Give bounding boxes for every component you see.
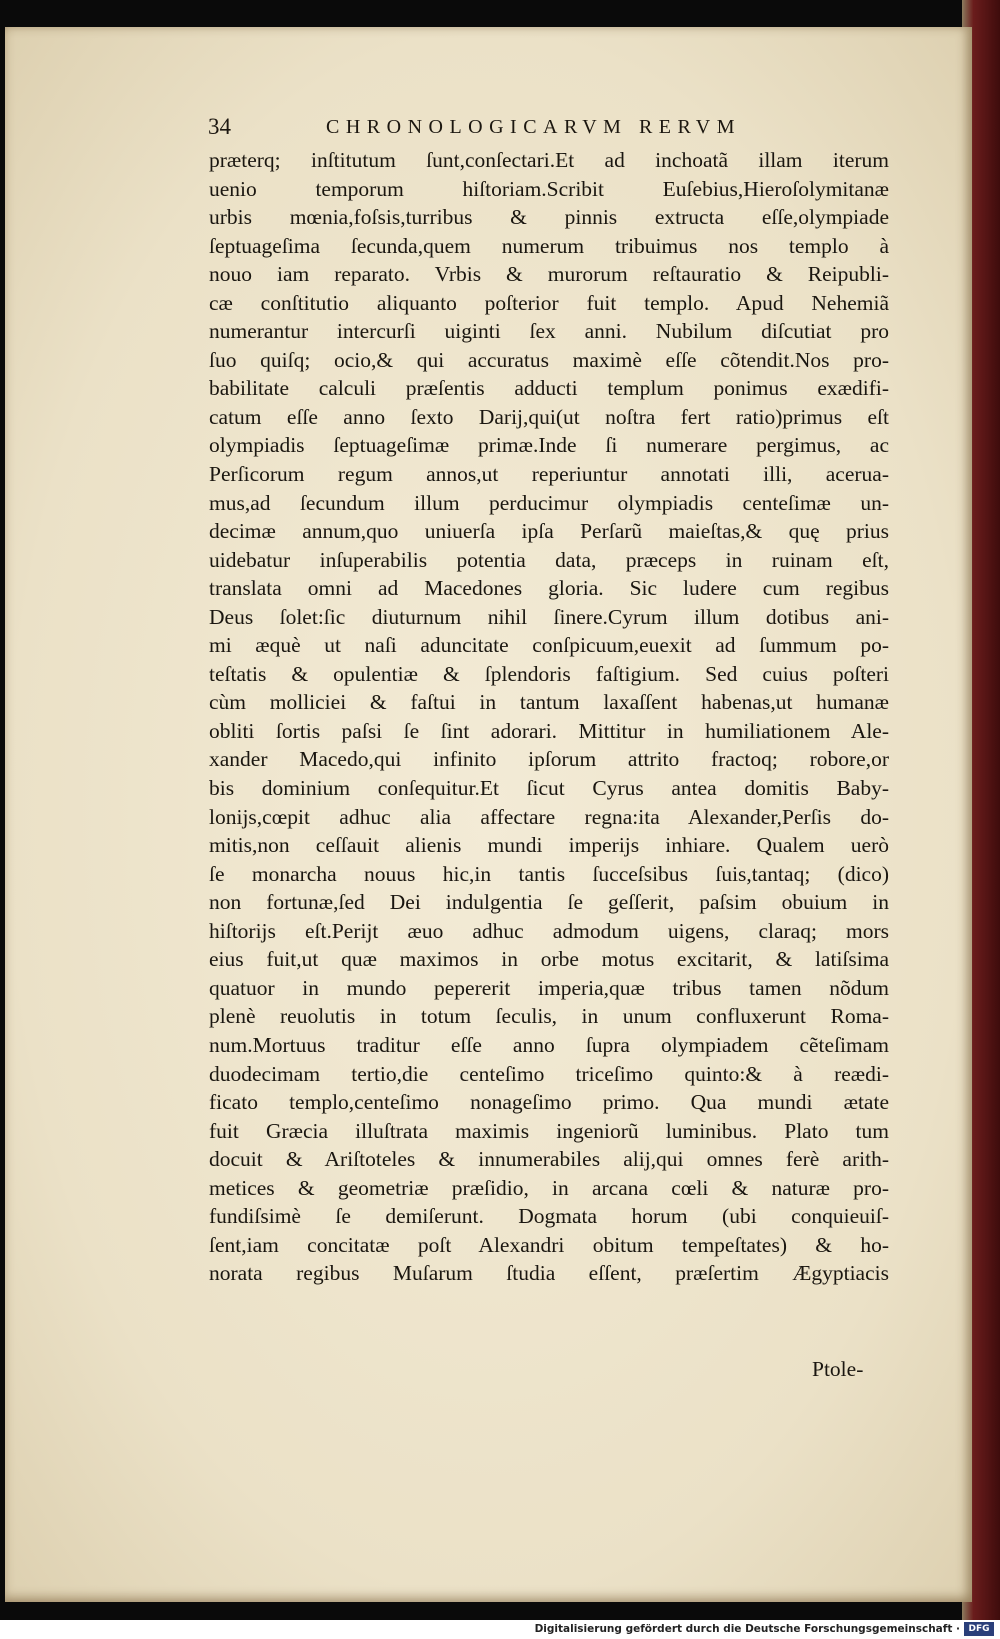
text-line: numerantur intercurſi uiginti ſex anni. Nubilum diſcutiat pro xyxy=(209,319,889,344)
text-line: fundiſsimè ſe demiſerunt. Dogmata horum (ubi conquieuiſ- xyxy=(209,1204,889,1229)
text-line: fuit Græcia illuſtrata maximis ingeniorũ luminibus. Plato tum xyxy=(209,1118,889,1143)
text-line: ficato templo,centeſimo nonageſimo primo. Qua mundi ætate xyxy=(209,1090,889,1115)
body-text xyxy=(209,146,889,1288)
text-line: uidebatur inſuperabilis potentia data, præceps in ruinam eſt, xyxy=(209,547,889,572)
text-line: xander Macedo,qui infinito ipſorum attrito fractoq; robore,or xyxy=(209,747,889,772)
text-line: mus,ad ſecundum illum perducimur olympiadis centeſimæ un- xyxy=(209,490,889,515)
text-line: translata omni ad Macedones gloria. Sic ludere cum regibus xyxy=(209,576,889,601)
text-line: ſent,iam concitatæ poſt Alexandri obitum tempeſtates) & ho- xyxy=(209,1232,889,1257)
text-line: decimæ annum,quo uniuerſa ipſa Perſarũ maieſtas,& quę prius xyxy=(209,519,889,544)
text-line: ſuo quiſq; ocio,& qui accuratus maximè eſſe cõtendit.Nos pro- xyxy=(209,347,889,372)
text-line: nouo iam reparato. Vrbis & murorum reſtauratio & Reipubli- xyxy=(209,262,889,287)
text-line: cùm molliciei & faſtui in tantum laxaſſent habenas,ut humanæ xyxy=(209,690,889,715)
text-line: obliti ſortis paſsi ſe ſint adorari. Mittitur in humiliationem Ale- xyxy=(209,718,889,743)
text-line: urbis mœnia,foſsis,turribus & pinnis extructa eſſe,olympiade xyxy=(209,205,889,230)
page-number: 34 xyxy=(208,114,231,139)
footer-bar xyxy=(0,1620,1000,1639)
text-line: bis dominium conſequitur.Et ſicut Cyrus antea domitis Baby- xyxy=(209,776,889,801)
text-line: eius fuit,ut quæ maximos in orbe motus excitarit, & latiſsima xyxy=(209,947,889,972)
page-header xyxy=(208,112,888,142)
running-title: CHRONOLOGICARVM RERVM xyxy=(326,116,741,138)
text-line: mi æquè ut naſi aduncitate conſpicuum,euexit ad ſummum po- xyxy=(209,633,889,658)
footer-credit: Digitalisierung gefördert durch die Deutsche Forschungsgemeinschaft · xyxy=(534,1623,960,1635)
text-line: norata regibus Muſarum ſtudia eſſent, præſertim Ægyptiacis xyxy=(209,1261,889,1286)
text-line: babilitate calculi præſentis adducti templum ponimus exædifi- xyxy=(209,376,889,401)
text-line: præterq; inſtitutum ſunt,conſectari.Et ad inchoatã illam iterum xyxy=(209,148,889,172)
text-line: num.Mortuus traditur eſſe anno ſupra olympiadem cẽteſimam xyxy=(209,1032,889,1057)
text-line: teſtatis & opulentiæ & ſplendoris faſtigium. Sed cuius poſteri xyxy=(209,661,889,686)
text-line: ſe monarcha nouus hic,in tantis ſucceſsibus ſuis,tantaq; (dico) xyxy=(209,861,889,886)
text-line: ſeptuageſima ſecunda,quem numerum tribuimus nos templo à xyxy=(209,233,889,258)
text-line: Perſicorum regum annos,ut reperiuntur annotati illi, acerua- xyxy=(209,462,889,487)
text-line: lonijs,cœpit adhuc alia affectare regna:ita Alexander,Perſis do- xyxy=(209,804,889,829)
text-line: Deus ſolet:ſic diuturnum nihil ſinere.Cyrum illum dotibus ani- xyxy=(209,604,889,629)
text-line: mitis,non ceſſauit alienis mundi imperijs inhiare. Qualem uerò xyxy=(209,833,889,858)
dfg-logo: DFG xyxy=(964,1622,994,1636)
text-line: quatuor in mundo pepererit imperia,quæ tribus tamen nõdum xyxy=(209,975,889,1000)
text-line: hiſtorijs eſt.Perijt æuo adhuc admodum uigens, claraq; mors xyxy=(209,918,889,943)
text-line: cæ conſtitutio aliquanto poſterior fuit templo. Apud Nehemiã xyxy=(209,290,889,315)
catchword: Ptole- xyxy=(812,1357,864,1381)
text-line: uenio temporum hiſtoriam.Scribit Euſebius,Hieroſolymitanæ xyxy=(209,176,889,201)
text-line: non fortunæ,ſed Dei indulgentia ſe geſſerit, paſsim obuium in xyxy=(209,890,889,915)
text-line: metices & geometriæ præſidio, in arcana cœli & naturæ pro- xyxy=(209,1175,889,1200)
text-line: plenè reuolutis in totum ſeculis, in unum confluxerunt Roma- xyxy=(209,1004,889,1029)
text-line: docuit & Ariſtoteles & innumerabiles alij,qui omnes ferè arith- xyxy=(209,1147,889,1172)
text-line: catum eſſe anno ſexto Darij,qui(ut noſtra fert ratio)primus eſt xyxy=(209,404,889,429)
text-line: duodecimam tertio,die centeſimo triceſimo quinto:& à reædi- xyxy=(209,1061,889,1086)
text-line: olympiadis ſeptuageſimæ primæ.Inde ſi numerare pergimus, ac xyxy=(209,433,889,458)
